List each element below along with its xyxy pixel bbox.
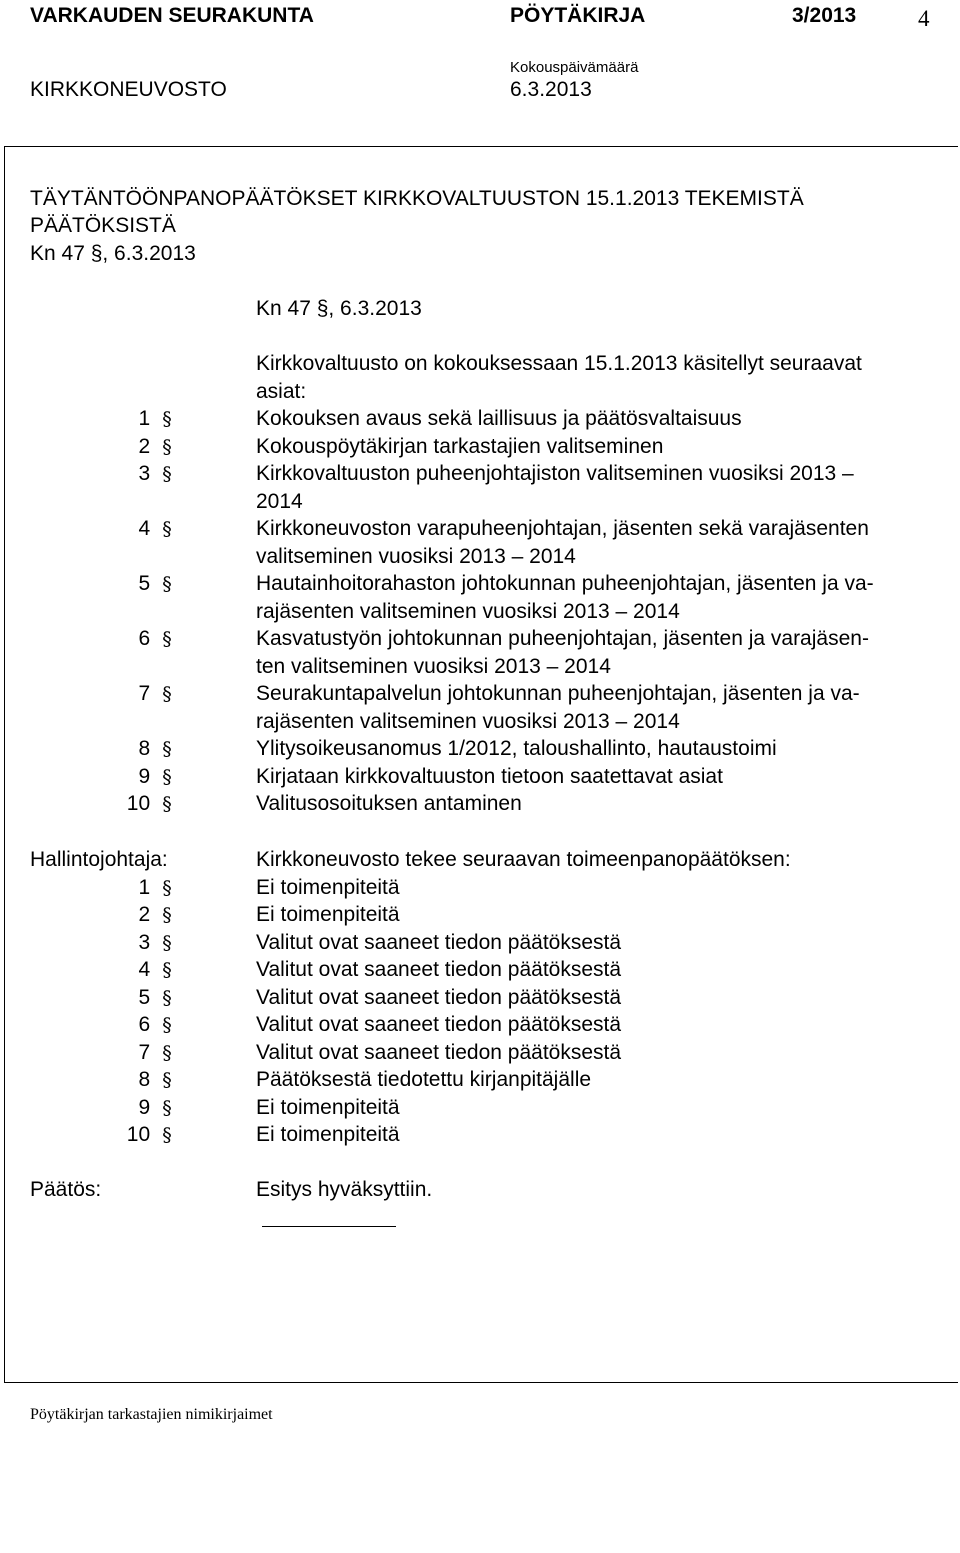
list-item-cont	[0, 653, 960, 681]
list-item	[0, 433, 960, 461]
section-sign: §	[162, 793, 172, 815]
action-number: 9	[138, 1095, 151, 1119]
decision-label: Päätös:	[30, 1178, 102, 1201]
item-number: 4	[138, 517, 151, 540]
section-title-cont: PÄÄTÖKSISTÄ	[30, 214, 176, 237]
item-number: 10	[126, 792, 151, 815]
meeting-date-label: Kokouspäivämäärä	[510, 59, 639, 76]
document-type: PÖYTÄKIRJA	[510, 4, 646, 27]
section-sign: §	[162, 435, 172, 458]
list-item-cont	[0, 488, 960, 516]
list-item-cont	[0, 598, 960, 626]
section-sign: §	[162, 683, 172, 705]
section-sign: §	[162, 738, 172, 760]
action-number: 4	[138, 958, 151, 981]
section-sign: §	[162, 904, 172, 926]
section-reference: Kn 47 §, 6.3.2013	[30, 242, 196, 265]
section-sign: §	[162, 518, 172, 540]
list-item	[0, 956, 960, 984]
section-sign: §	[162, 628, 172, 650]
list-item	[0, 625, 960, 653]
proposal-header	[0, 846, 960, 874]
section-sign: §	[162, 573, 172, 595]
list-item	[0, 405, 960, 433]
item-number: 8	[138, 737, 151, 760]
list-item	[0, 515, 960, 543]
action-text: Ei toimenpiteitä	[256, 875, 400, 899]
section-sign: §	[162, 959, 172, 981]
case-reference: Kn 47 §, 6.3.2013	[256, 297, 422, 320]
item-text: Kasvatustyön johtokunnan puheenjohtajan, jäsenten ja varajäsen-	[256, 627, 869, 650]
item-number: 7	[138, 682, 151, 705]
item-text: Kokouksen avaus sekä laillisuus ja päätösvaltaisuus	[256, 407, 742, 430]
proposal-section	[0, 846, 960, 1149]
list-item-cont	[0, 543, 960, 571]
decision-text: Esitys hyväksyttiin.	[256, 1178, 433, 1201]
action-number: 8	[138, 1068, 151, 1091]
section-title: TÄYTÄNTÖÖNPANOPÄÄTÖKSET KIRKKOVALTUUSTON 15.1.2013 TEKEMISTÄ	[30, 187, 804, 210]
action-number: 6	[138, 1013, 151, 1036]
list-item-cont	[0, 708, 960, 736]
proposal-label: Hallintojohtaja:	[30, 848, 168, 871]
item-text: Kokouspöytäkirjan tarkastajien valitseminen	[256, 434, 664, 458]
item-text: Seurakuntapalvelun johtokunnan puheenjohtajan, jäsenten ja va-	[256, 682, 860, 705]
action-text: Ei toimenpiteitä	[256, 1095, 400, 1119]
governing-body: KIRKKONEUVOSTO	[30, 78, 227, 101]
action-text: Ei toimenpiteitä	[256, 1123, 400, 1146]
item-text: Ylitysoikeusanomus 1/2012, taloushallinto, hautaustoimi	[256, 737, 777, 760]
footer-divider	[4, 1382, 958, 1383]
organization-name: VARKAUDEN SEURAKUNTA	[30, 4, 314, 27]
item-number: 2	[138, 434, 151, 458]
item-number: 1	[138, 407, 151, 430]
item-number: 6	[138, 627, 151, 650]
signatures-label: Pöytäkirjan tarkastajien nimikirjaimet	[30, 1406, 273, 1423]
action-text: Valitut ovat saaneet tiedon päätöksestä	[256, 930, 622, 954]
action-text: Valitut ovat saaneet tiedon päätöksestä	[256, 985, 622, 1009]
list-item	[0, 1121, 960, 1149]
section-sign: §	[162, 1014, 172, 1036]
document-number: 3/2013	[792, 4, 857, 27]
action-number: 7	[138, 1040, 151, 1064]
action-number: 3	[138, 930, 151, 954]
action-text: Ei toimenpiteitä	[256, 903, 400, 926]
item-number: 9	[138, 764, 151, 788]
list-item	[0, 1011, 960, 1039]
proposal-text: Kirkkoneuvosto tekee seuraavan toimeenpanopäätöksen:	[256, 848, 791, 871]
meeting-date: 6.3.2013	[510, 78, 592, 101]
section-sign: §	[162, 931, 172, 954]
intro-text-cont: asiat:	[256, 380, 307, 403]
list-item	[0, 790, 960, 818]
list-item	[0, 680, 960, 708]
agenda-items-list	[0, 405, 960, 818]
signature-line	[262, 1226, 396, 1227]
action-number: 2	[138, 903, 151, 926]
item-text: valitseminen vuosiksi 2013 – 2014	[256, 544, 576, 568]
item-text: Valitusosoituksen antaminen	[256, 792, 522, 815]
action-number: 5	[138, 985, 151, 1009]
item-text: 2014	[256, 489, 303, 513]
list-item	[0, 1094, 960, 1122]
action-text: Päätöksestä tiedotettu kirjanpitäjälle	[256, 1068, 592, 1091]
intro-text: Kirkkovaltuusto on kokouksessaan 15.1.2013 käsitellyt seuraavat	[256, 352, 862, 375]
action-text: Valitut ovat saaneet tiedon päätöksestä	[256, 1013, 622, 1036]
list-item	[0, 1066, 960, 1094]
section-sign: §	[162, 1096, 172, 1119]
action-number: 1	[138, 875, 151, 899]
item-text: Hautainhoitorahaston johtokunnan puheenjohtajan, jäsenten ja va-	[256, 572, 874, 595]
action-text: Valitut ovat saaneet tiedon päätöksestä	[256, 1040, 622, 1064]
section-sign: §	[162, 408, 172, 430]
item-text: Kirkkoneuvoston varapuheenjohtajan, jäsenten sekä varajäsenten	[256, 517, 869, 540]
list-item	[0, 1039, 960, 1067]
list-item	[0, 763, 960, 791]
list-item	[0, 874, 960, 902]
section-sign: §	[162, 1124, 172, 1146]
page-number: 4	[918, 6, 930, 31]
item-text: rajäsenten valitseminen vuosiksi 2013 – 2014	[256, 599, 680, 623]
action-number: 10	[126, 1123, 151, 1146]
action-text: Valitut ovat saaneet tiedon päätöksestä	[256, 958, 622, 981]
item-number: 5	[138, 572, 151, 595]
item-text: rajäsenten valitseminen vuosiksi 2013 – 2014	[256, 709, 680, 733]
list-item	[0, 984, 960, 1012]
section-sign: §	[162, 986, 172, 1009]
item-text: Kirkkovaltuuston puheenjohtajiston valitseminen vuosiksi 2013 –	[256, 462, 854, 485]
section-sign: §	[162, 1041, 172, 1064]
list-item	[0, 570, 960, 598]
list-item	[0, 735, 960, 763]
section-sign: §	[162, 765, 172, 788]
item-text: ten valitseminen vuosiksi 2013 – 2014	[256, 654, 611, 678]
section-sign: §	[162, 463, 172, 485]
list-item	[0, 929, 960, 957]
list-item	[0, 901, 960, 929]
item-text: Kirjataan kirkkovaltuuston tietoon saatettavat asiat	[256, 764, 723, 788]
section-sign: §	[162, 876, 172, 899]
section-sign: §	[162, 1069, 172, 1091]
item-number: 3	[138, 462, 151, 485]
list-item	[0, 460, 960, 488]
